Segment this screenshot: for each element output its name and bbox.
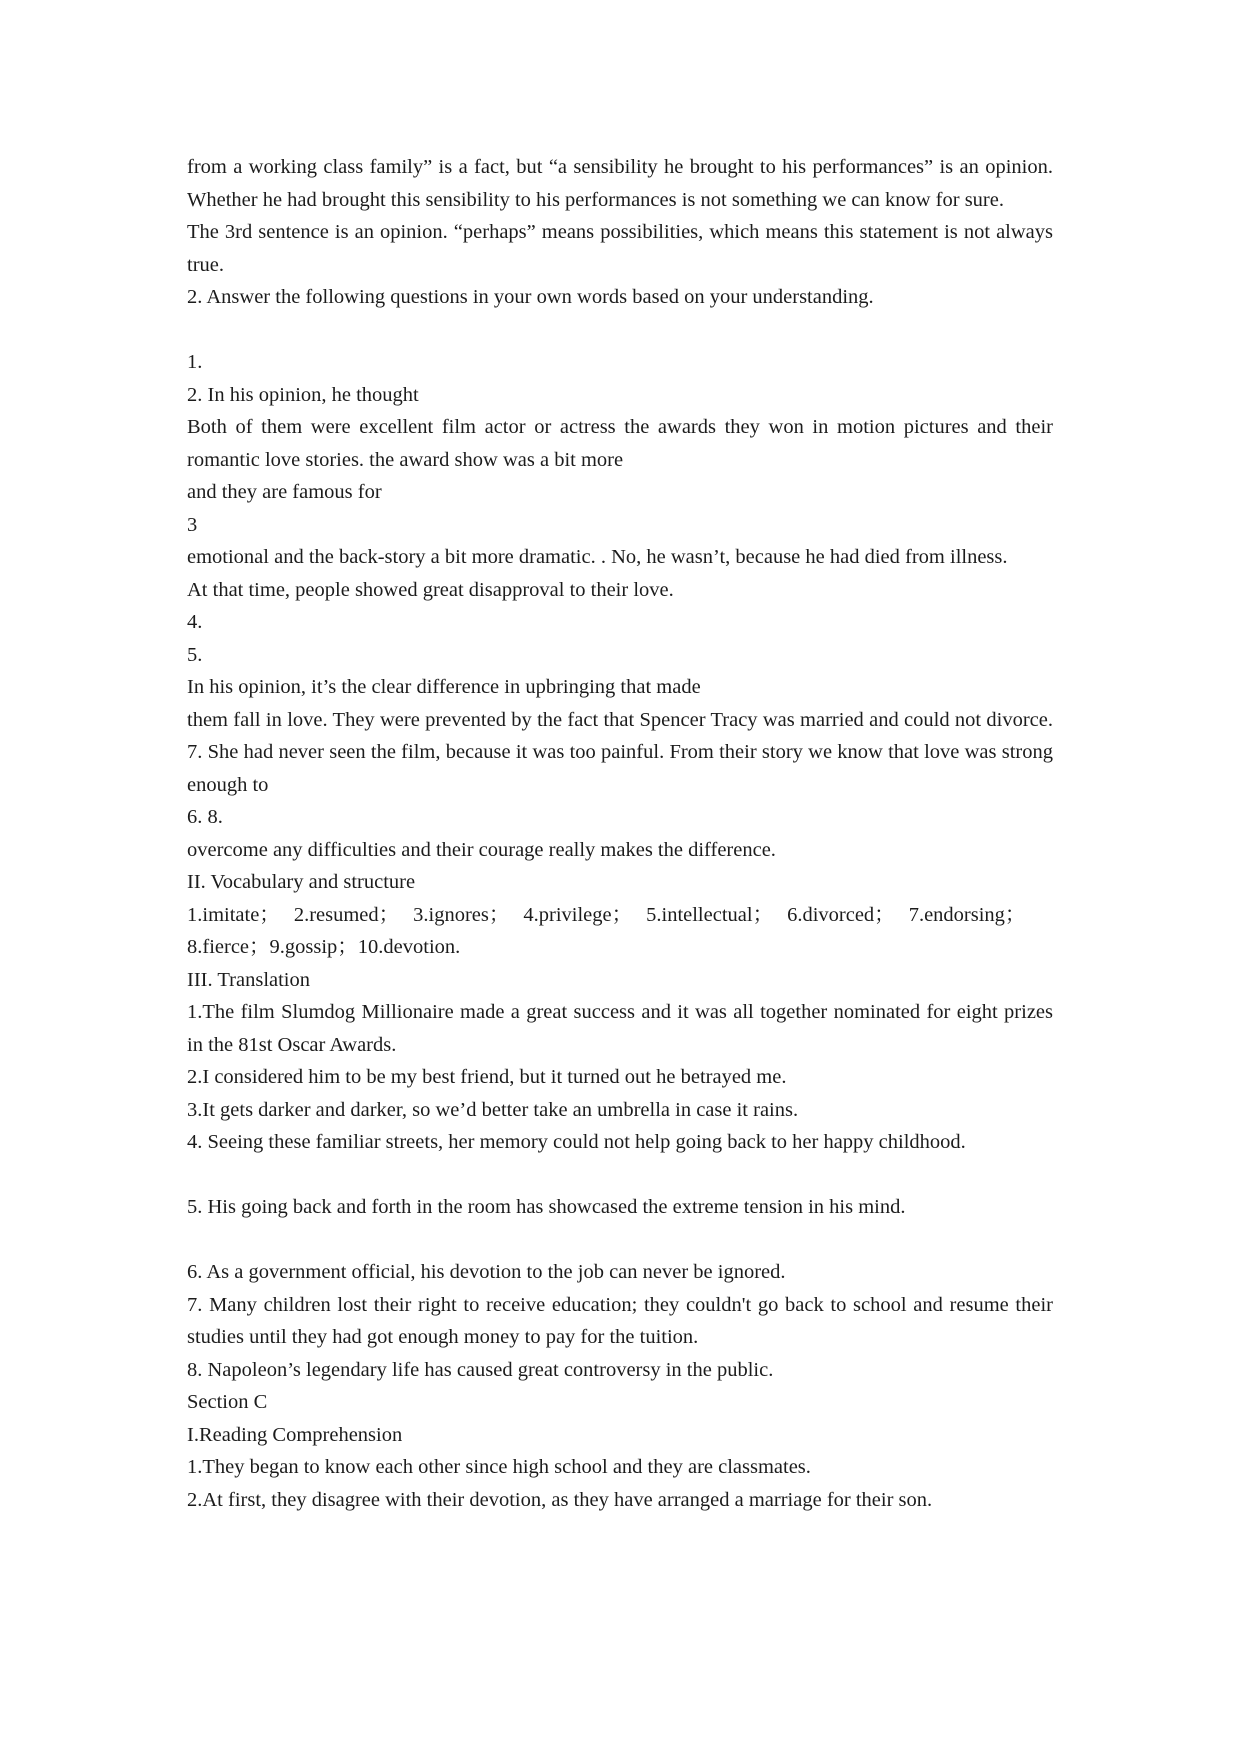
vocabulary-answer: 2.resumed；	[293, 903, 400, 926]
paragraph: 6. 8.	[187, 806, 223, 828]
paragraph: Both of them were excellent film actor or actress the awards they won in motion pictures and their romantic love stories. the award show was a bit more	[187, 416, 1053, 471]
paragraph: 5. His going back and forth in the room has showcased the extreme tension in his mind.	[187, 1196, 906, 1218]
paragraph: At that time, people showed great disapproval to their love.	[187, 578, 674, 601]
paragraph: II. Vocabulary and structure	[187, 871, 416, 893]
paragraph: 1.They began to know each other since high school and they are classmates.	[187, 1456, 811, 1478]
paragraph: I.Reading Comprehension	[187, 1423, 403, 1446]
vocabulary-answer: 1.imitate；	[187, 903, 280, 926]
paragraph: 2.I considered him to be my best friend, but it turned out he betrayed me.	[187, 1066, 787, 1088]
paragraph: 1.	[187, 351, 203, 373]
paragraph: them fall in love. They were prevented by the fact that Spencer Tracy was married and could not divorce. 7. She had never seen the film, because it was too painful. From their story we know that love was strong enough to	[187, 708, 1053, 796]
document-page	[187, 151, 1053, 1516]
paragraph: 2.At first, they disagree with their devotion, as they have arranged a marriage for their son.	[187, 1488, 933, 1511]
paragraph: The 3rd sentence is an opinion. “perhaps” means possibilities, which means this statement is not always true.	[187, 221, 1053, 276]
paragraph: 6. As a government official, his devotion to the job can never be ignored.	[187, 1261, 786, 1283]
paragraph: 7. Many children lost their right to receive education; they couldn't go back to school and resume their studies until they had got enough money to pay for the tuition.	[187, 1293, 1053, 1348]
paragraph: 4. Seeing these familiar streets, her memory could not help going back to her happy childhood.	[187, 1131, 966, 1153]
blank-line	[187, 314, 1053, 347]
vocabulary-answer: 6.divorced；	[787, 903, 895, 926]
vocabulary-answer-line	[187, 899, 1053, 932]
paragraph: 8. Napoleon’s legendary life has caused great controversy in the public.	[187, 1358, 774, 1381]
blank-line	[187, 1224, 1053, 1257]
vocabulary-answer: 5.intellectual；	[646, 903, 774, 926]
paragraph: Section C	[187, 1391, 268, 1413]
blank-line	[187, 1159, 1053, 1192]
paragraph: 3	[187, 513, 198, 536]
paragraph: 5.	[187, 643, 203, 666]
paragraph: 1.The film Slumdog Millionaire made a great success and it was all together nominated for eight prizes in the 81st Oscar Awards.	[187, 1001, 1053, 1056]
paragraph: 8.fierce；9.gossip；10.devotion.	[187, 936, 461, 958]
paragraph: emotional and the back-story a bit more dramatic. . No, he wasn’t, because he had died from illness.	[187, 546, 1008, 568]
paragraph: 3.It gets darker and darker, so we’d better take an umbrella in case it rains.	[187, 1098, 799, 1121]
vocabulary-answer: 3.ignores；	[413, 903, 510, 926]
paragraph: from a working class family” is a fact, but “a sensibility he brought to his performances” is an opinion. Whether he had brought this sensibility to his performances is not something we can know for sure.	[187, 156, 1053, 211]
paragraph: In his opinion, it’s the clear difference in upbringing that made	[187, 676, 701, 698]
paragraph: 2. In his opinion, he thought	[187, 383, 419, 406]
paragraph: 2. Answer the following questions in your own words based on your understanding.	[187, 286, 874, 308]
paragraph: III. Translation	[187, 968, 310, 991]
vocabulary-answer: 4.privilege；	[523, 903, 633, 926]
paragraph: and they are famous for	[187, 481, 382, 503]
paragraph: overcome any difficulties and their courage really makes the difference.	[187, 838, 776, 861]
paragraph: 4.	[187, 611, 203, 633]
vocabulary-answer: 7.endorsing；	[908, 903, 1026, 926]
